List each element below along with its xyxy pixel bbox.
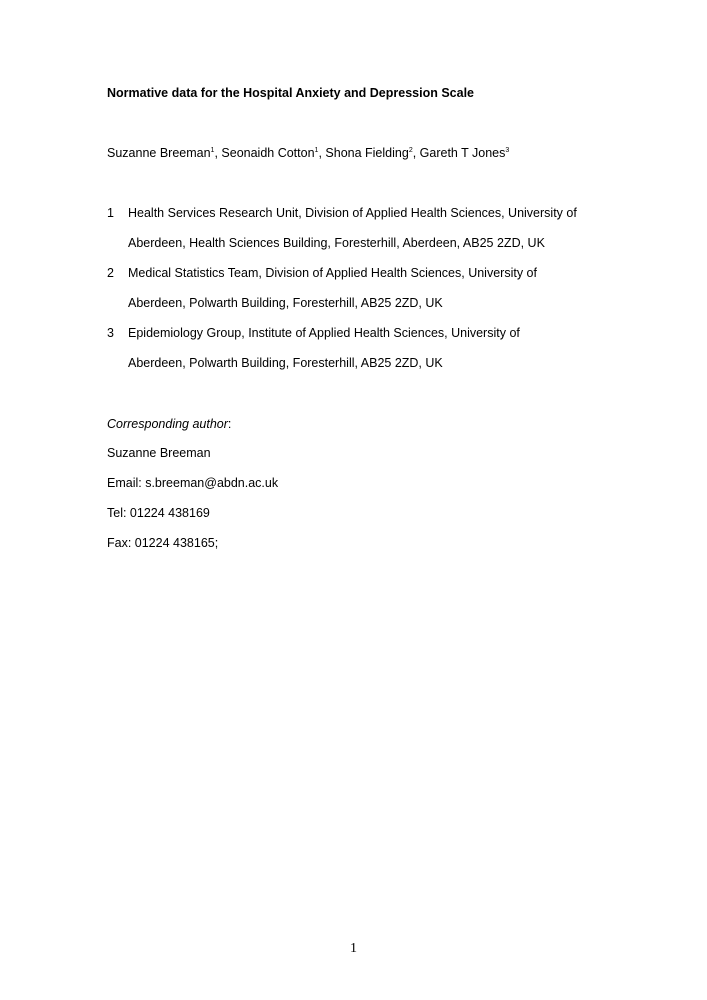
corresponding-author-fax: Fax: 01224 438165; [107, 536, 219, 550]
affiliation-text: Epidemiology Group, Institute of Applied Health Sciences, University of [128, 326, 520, 340]
author-list [107, 146, 509, 160]
corresponding-author-tel: Tel: 01224 438169 [107, 506, 210, 520]
affiliation-number: 1 [107, 206, 114, 220]
paper-title: Normative data for the Hospital Anxiety and Depression Scale [107, 86, 474, 100]
author-affiliation-marker: 1 [210, 147, 215, 154]
author-separator: , [412, 146, 420, 160]
author-affiliation-marker: 2 [408, 147, 413, 154]
affiliation-text: Health Services Research Unit, Division of Applied Health Sciences, University of [128, 206, 577, 220]
author-name: Gareth T Jones [419, 146, 506, 160]
author-separator: , [318, 146, 326, 160]
affiliation-text: Aberdeen, Health Sciences Building, Foresterhill, Aberdeen, AB25 2ZD, UK [128, 236, 545, 250]
corresponding-author-heading [107, 417, 231, 431]
page-number: 1 [350, 941, 357, 956]
author-name: Shona Fielding [325, 146, 409, 160]
corresponding-author-heading-text: Corresponding author [107, 417, 228, 431]
author-affiliation-marker: 1 [314, 147, 319, 154]
author-separator: , [214, 146, 222, 160]
corresponding-author-email: Email: s.breeman@abdn.ac.uk [107, 476, 279, 490]
affiliation-text: Medical Statistics Team, Division of Applied Health Sciences, University of [128, 266, 537, 280]
affiliation-number: 3 [107, 326, 114, 340]
affiliation-text: Aberdeen, Polwarth Building, Foresterhill, AB25 2ZD, UK [128, 356, 443, 370]
author-name: Seonaidh Cotton [221, 146, 315, 160]
corresponding-author-heading-colon: : [227, 417, 232, 431]
affiliation-text: Aberdeen, Polwarth Building, Foresterhill, AB25 2ZD, UK [128, 296, 443, 310]
author-affiliation-marker: 3 [505, 147, 510, 154]
affiliation-number: 2 [107, 266, 114, 280]
author-name: Suzanne Breeman [107, 146, 211, 160]
corresponding-author-name: Suzanne Breeman [107, 446, 211, 460]
